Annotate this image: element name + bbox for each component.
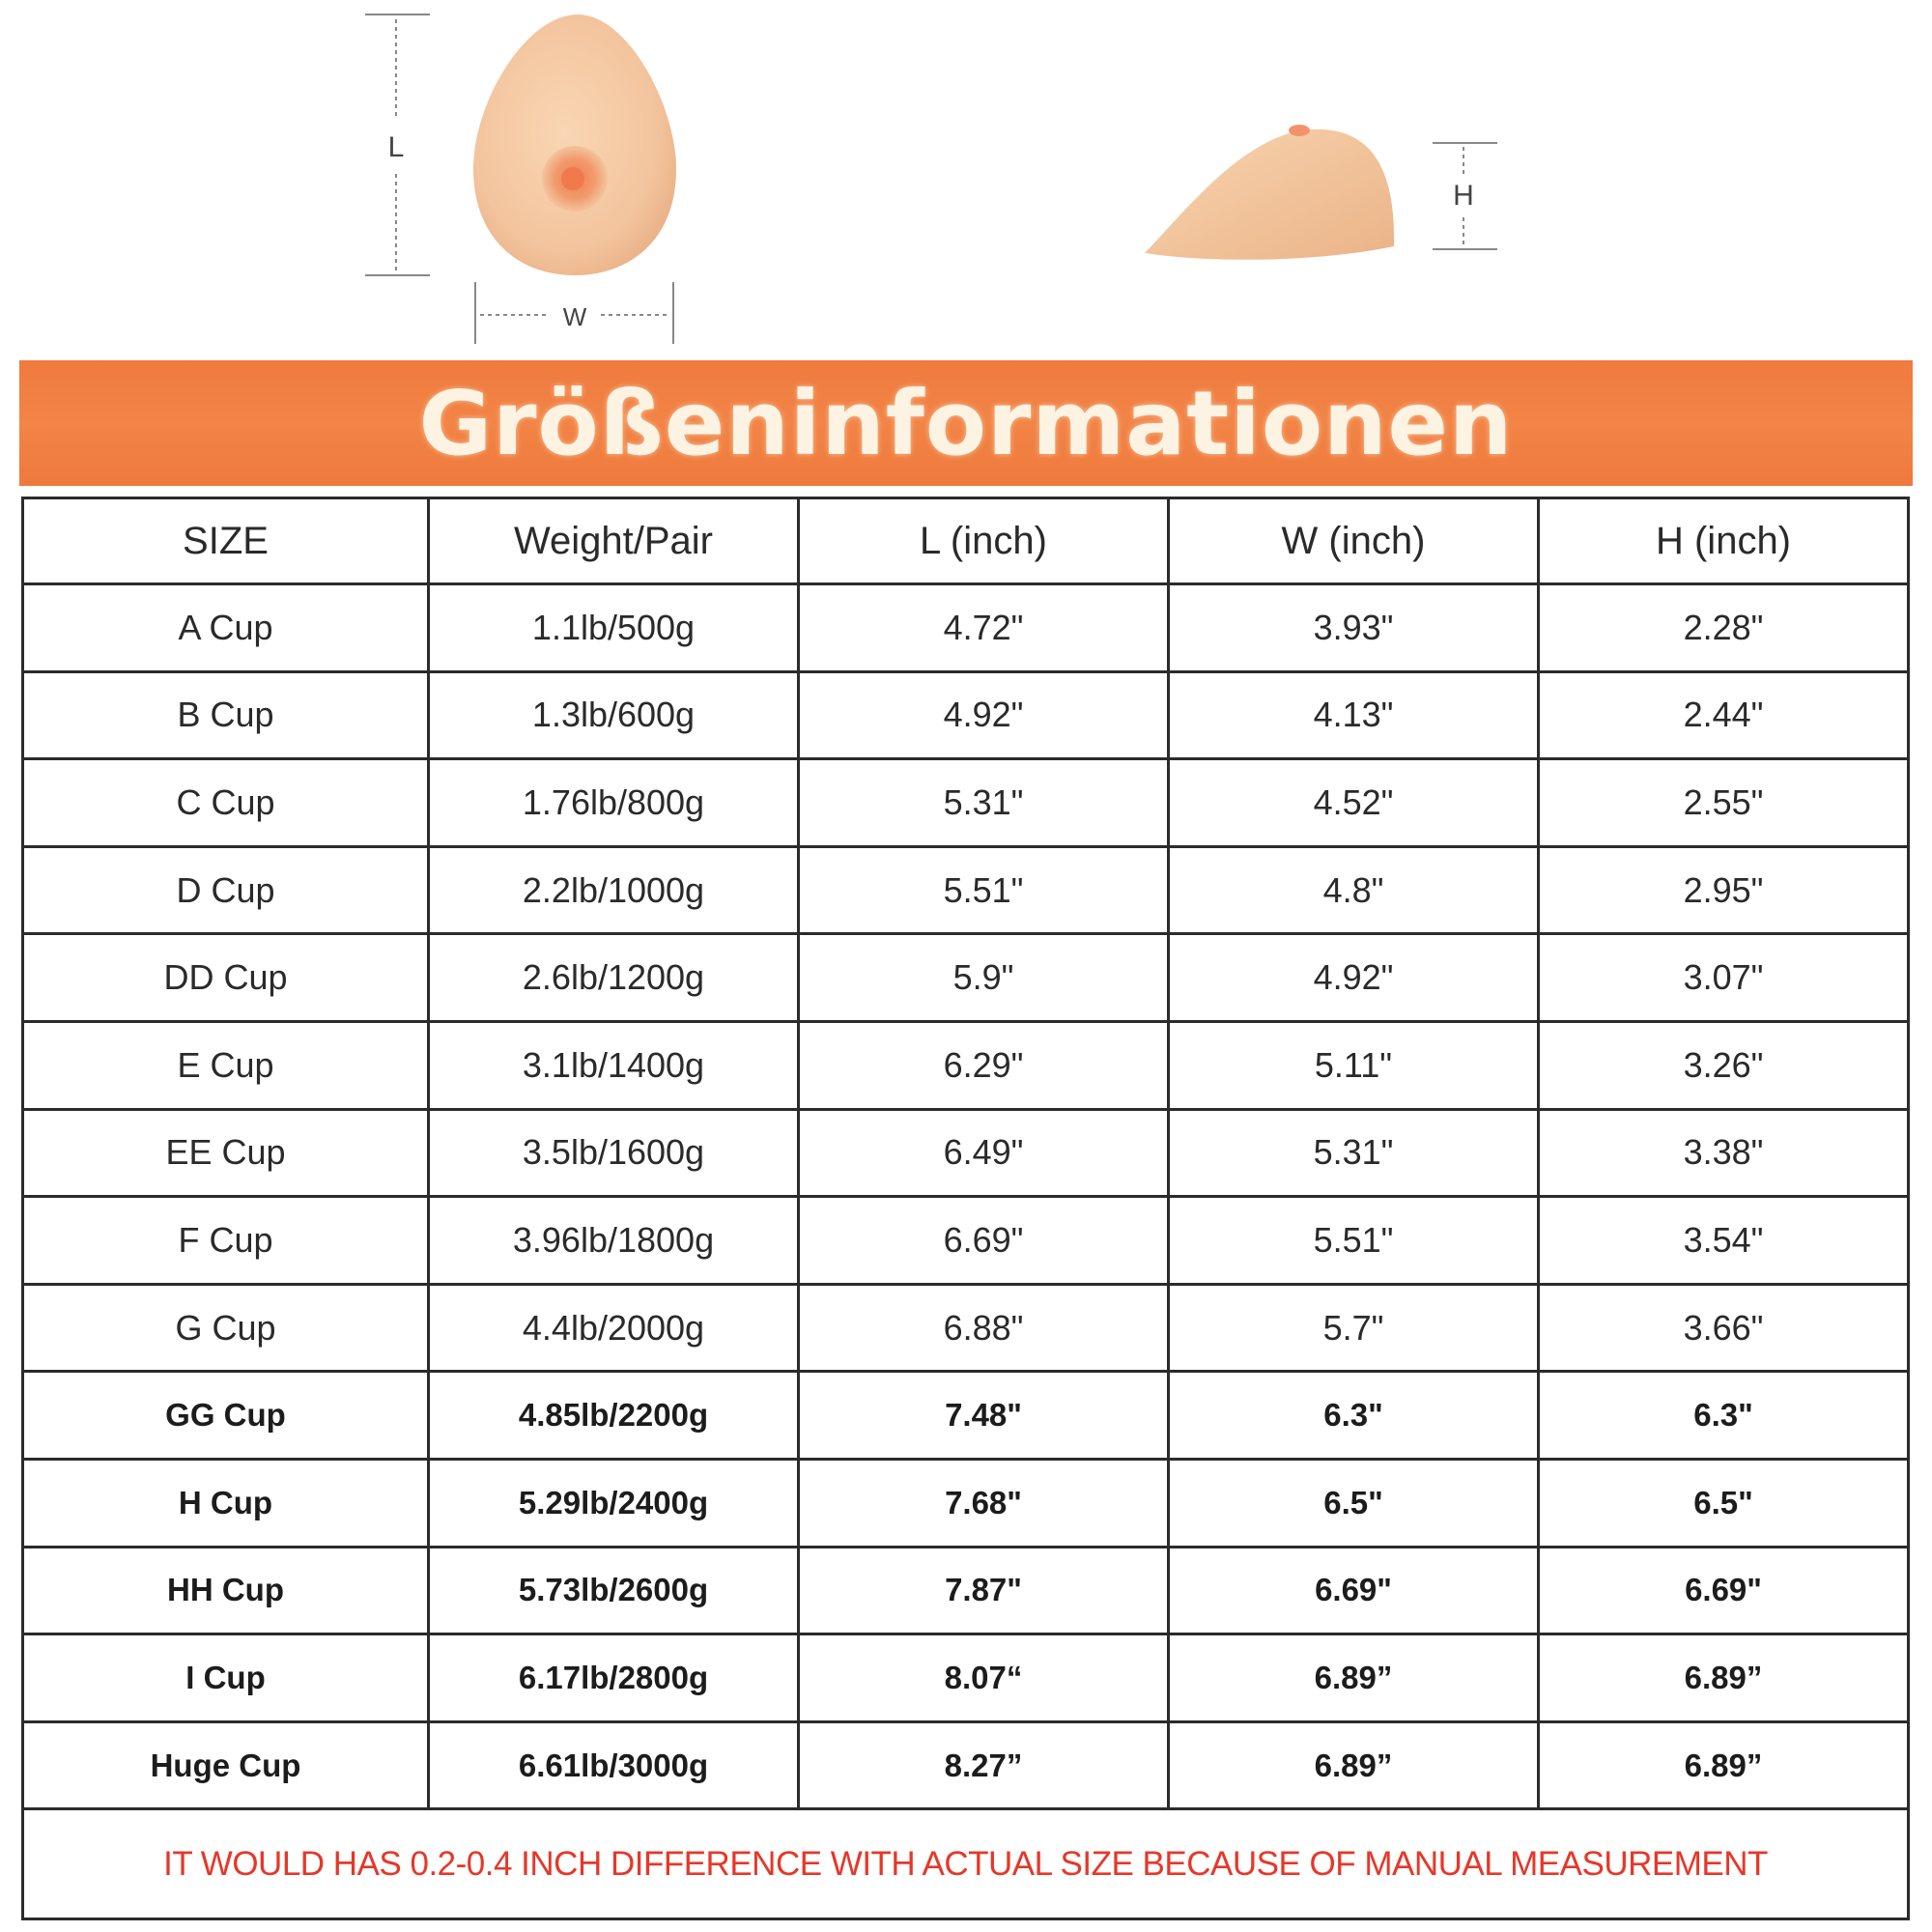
- table-row: [23, 1459, 1909, 1547]
- cell-height: 2.55": [1539, 759, 1909, 847]
- cell-length: 8.07“: [799, 1634, 1169, 1722]
- cell-weight: 3.96lb/1800g: [429, 1197, 799, 1285]
- cell-size: D Cup: [23, 846, 429, 934]
- table-row: [23, 1197, 1909, 1285]
- cell-size: DD Cup: [23, 934, 429, 1022]
- table-row: [23, 934, 1909, 1022]
- size-chart-table: [21, 497, 1910, 1920]
- column-header-length: L (inch): [799, 498, 1169, 584]
- cell-width: 6.5": [1169, 1459, 1539, 1547]
- cell-height: 3.66": [1539, 1284, 1909, 1372]
- cell-weight: 5.29lb/2400g: [429, 1459, 799, 1547]
- cell-height: 3.38": [1539, 1109, 1909, 1197]
- cell-size: F Cup: [23, 1197, 429, 1285]
- cell-length: 7.68": [799, 1459, 1169, 1547]
- cell-height: 6.69": [1539, 1547, 1909, 1634]
- cell-length: 7.48": [799, 1372, 1169, 1460]
- cell-width: 6.89”: [1169, 1721, 1539, 1809]
- cell-width: 4.13": [1169, 671, 1539, 759]
- cell-size: E Cup: [23, 1021, 429, 1109]
- front-view-breast-form: [473, 14, 676, 275]
- cell-width: 6.3": [1169, 1372, 1539, 1460]
- table-row: [23, 846, 1909, 934]
- height-label: H: [1453, 180, 1474, 212]
- column-header-size: SIZE: [23, 498, 429, 584]
- cell-size: Huge Cup: [23, 1721, 429, 1809]
- cell-size: GG Cup: [23, 1372, 429, 1460]
- table-row: [23, 1721, 1909, 1809]
- cell-size: I Cup: [23, 1634, 429, 1722]
- column-header-weight: Weight/Pair: [429, 498, 799, 584]
- cell-length: 6.29": [799, 1021, 1169, 1109]
- cell-width: 4.92": [1169, 934, 1539, 1022]
- column-header-height: H (inch): [1539, 498, 1909, 584]
- cell-width: 6.69": [1169, 1547, 1539, 1634]
- table-note-row: [23, 1809, 1909, 1919]
- cell-length: 5.31": [799, 759, 1169, 847]
- table-row: [23, 759, 1909, 847]
- cell-height: 2.28": [1539, 584, 1909, 672]
- table-row: [23, 1634, 1909, 1722]
- column-header-width: W (inch): [1169, 498, 1539, 584]
- cell-width: 5.31": [1169, 1109, 1539, 1197]
- title-banner: [19, 360, 1913, 486]
- cell-width: 6.89”: [1169, 1634, 1539, 1722]
- table-row: [23, 584, 1909, 672]
- cell-weight: 6.61lb/3000g: [429, 1721, 799, 1809]
- cell-height: 6.5": [1539, 1459, 1909, 1547]
- table-row: [23, 1021, 1909, 1109]
- cell-height: 2.44": [1539, 671, 1909, 759]
- cell-width: 5.51": [1169, 1197, 1539, 1285]
- cell-height: 6.89”: [1539, 1634, 1909, 1722]
- cell-weight: 3.1lb/1400g: [429, 1021, 799, 1109]
- width-label: W: [562, 302, 587, 331]
- cell-weight: 1.3lb/600g: [429, 671, 799, 759]
- cell-size: HH Cup: [23, 1547, 429, 1634]
- cell-weight: 4.85lb/2200g: [429, 1372, 799, 1460]
- table-row: [23, 671, 1909, 759]
- cell-height: 2.95": [1539, 846, 1909, 934]
- cell-length: 5.51": [799, 846, 1169, 934]
- cell-weight: 5.73lb/2600g: [429, 1547, 799, 1634]
- measurement-disclaimer: IT WOULD HAS 0.2-0.4 INCH DIFFERENCE WITH ACTUAL SIZE BECAUSE OF MANUAL MEASUREMENT: [23, 1809, 1909, 1919]
- cell-length: 8.27”: [799, 1721, 1169, 1809]
- cell-weight: 1.76lb/800g: [429, 759, 799, 847]
- table-row: [23, 1284, 1909, 1372]
- cell-weight: 2.2lb/1000g: [429, 846, 799, 934]
- cell-length: 7.87": [799, 1547, 1169, 1634]
- cell-size: B Cup: [23, 671, 429, 759]
- cell-weight: 6.17lb/2800g: [429, 1634, 799, 1722]
- cell-width: 5.7": [1169, 1284, 1539, 1372]
- cell-size: EE Cup: [23, 1109, 429, 1197]
- cell-width: 4.52": [1169, 759, 1539, 847]
- cell-height: 6.3": [1539, 1372, 1909, 1460]
- table-row: [23, 1547, 1909, 1634]
- cell-length: 6.69": [799, 1197, 1169, 1285]
- table-header-row: [23, 498, 1909, 584]
- cell-length: 5.9": [799, 934, 1169, 1022]
- length-label: L: [387, 131, 405, 163]
- cell-height: 3.07": [1539, 934, 1909, 1022]
- cell-width: 4.8": [1169, 846, 1539, 934]
- table-row: [23, 1372, 1909, 1460]
- product-dimension-diagram: [0, 0, 1932, 357]
- cell-length: 4.92": [799, 671, 1169, 759]
- table-row: [23, 1109, 1909, 1197]
- cell-size: C Cup: [23, 759, 429, 847]
- cell-weight: 3.5lb/1600g: [429, 1109, 799, 1197]
- side-view-breast-form: [1145, 125, 1394, 260]
- cell-weight: 4.4lb/2000g: [429, 1284, 799, 1372]
- cell-weight: 1.1lb/500g: [429, 584, 799, 672]
- cell-size: G Cup: [23, 1284, 429, 1372]
- cell-height: 3.26": [1539, 1021, 1909, 1109]
- cell-size: H Cup: [23, 1459, 429, 1547]
- cell-width: 3.93": [1169, 584, 1539, 672]
- cell-weight: 2.6lb/1200g: [429, 934, 799, 1022]
- cell-length: 6.88": [799, 1284, 1169, 1372]
- cell-height: 6.89”: [1539, 1721, 1909, 1809]
- page-title: Größeninformationen: [418, 371, 1514, 475]
- cell-width: 5.11": [1169, 1021, 1539, 1109]
- cell-height: 3.54": [1539, 1197, 1909, 1285]
- cell-length: 4.72": [799, 584, 1169, 672]
- cell-length: 6.49": [799, 1109, 1169, 1197]
- cell-size: A Cup: [23, 584, 429, 672]
